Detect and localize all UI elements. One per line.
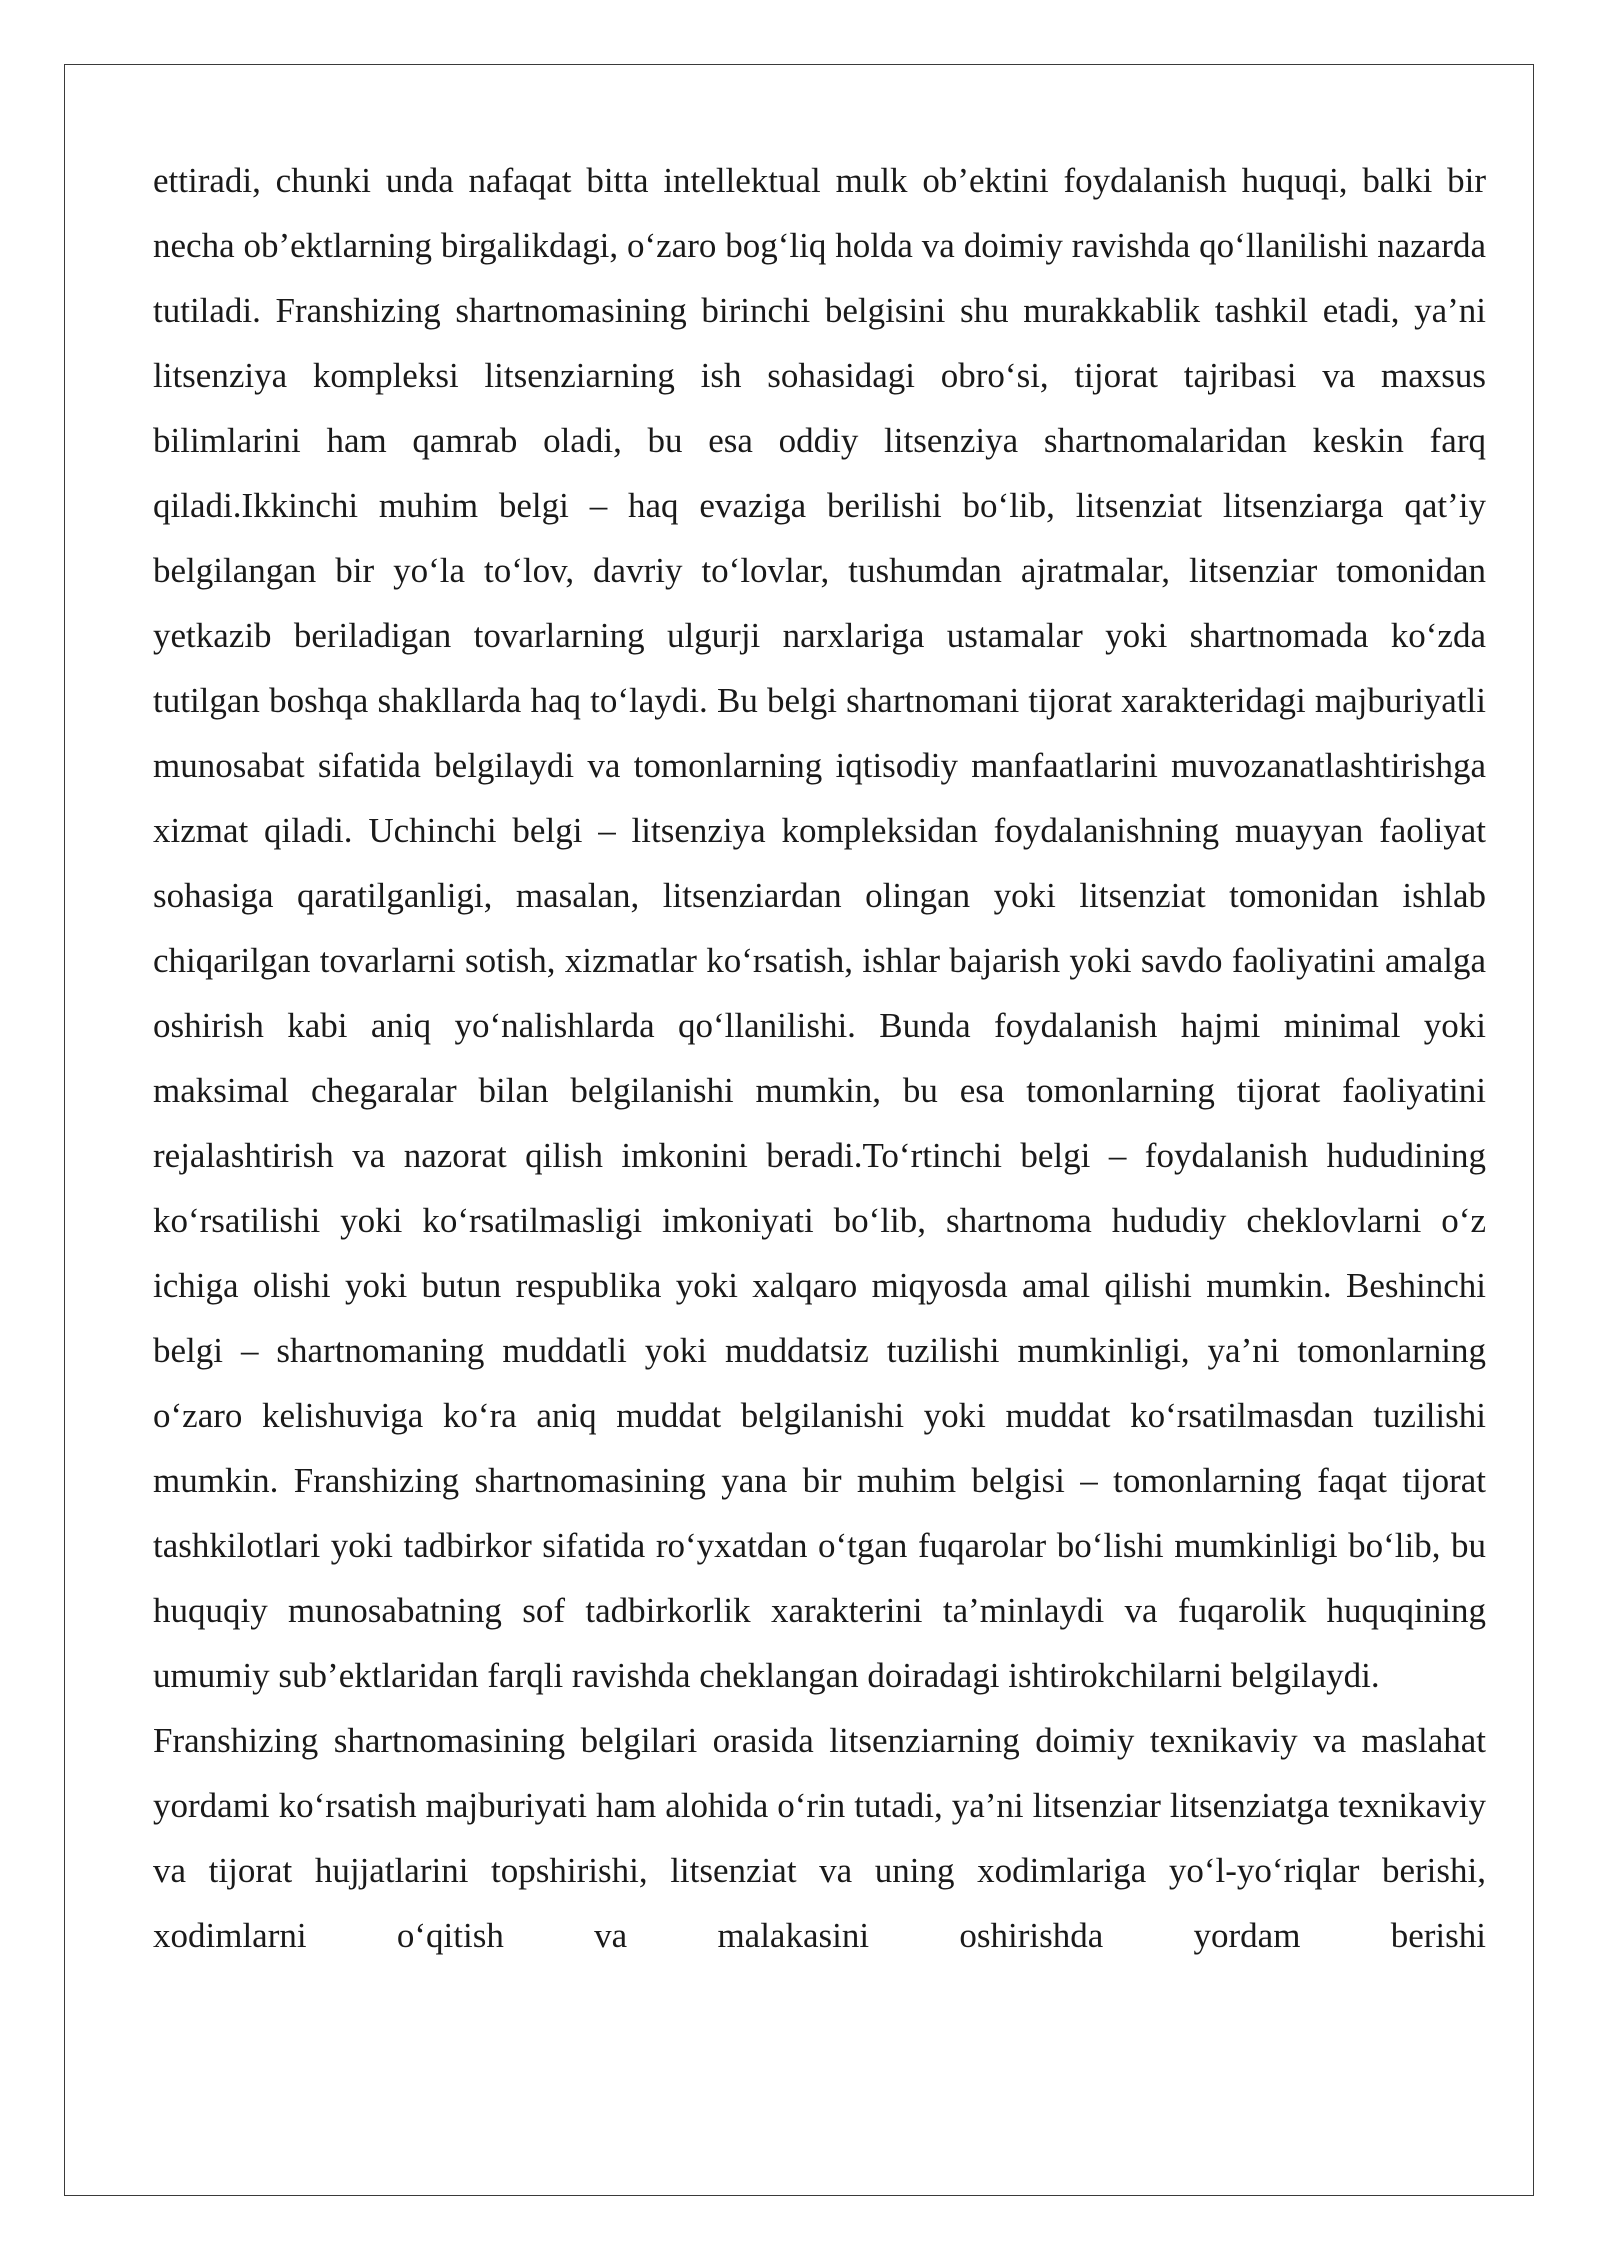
paragraph: Franshizing shartnomasining belgilari orasida litsenziarning doimiy texnikaviy va maslahat yordami ko‘rsatish majburiyati ham alohida o‘rin tutadi, ya’ni litsenziar litsenziatga texnikaviy va tijorat hujjatlarini topshirishi, litsenziat va uning xodimlariga yo‘l-yo‘riqlar berishi, xodimlarni o‘qitish va malakasini oshirishda yordam berishi xyxy=(153,1721,1486,1955)
document-body xyxy=(153,148,1486,1968)
paragraph: ettiradi, chunki unda nafaqat bitta intellektual mulk ob’ektini foydalanish huquqi, balki bir necha ob’ektlarning birgalikdagi, o‘zaro bog‘liq holda va doimiy ravishda qo‘llanilishi nazarda tutiladi. Franshizing shartnomasining birinchi belgisini shu murakkablik tashkil etadi, ya’ni litsenziya kompleksi litsenziarning ish sohasidagi obro‘si, tijorat tajribasi va maxsus bilimlarini ham qamrab oladi, bu esa oddiy litsenziya shartnomalaridan keskin farq qiladi.Ikkinchi muhim belgi – haq evaziga berilishi bo‘lib, litsenziat litsenziarga qat’iy belgilangan bir yo‘la to‘lov, davriy to‘lovlar, tushumdan ajratmalar, litsenziar tomonidan yetkazib beriladigan tovarlarning ulgurji narxlariga ustamalar yoki shartnomada ko‘zda tutilgan boshqa shakllarda haq to‘laydi. Bu belgi shartnomani tijorat xarakteridagi majburiyatli munosabat sifatida belgilaydi va tomonlarning iqtisodiy manfaatlarini muvozanatlashtirishga xizmat qiladi. Uchinchi belgi – litsenziya kompleksidan foydalanishning muayyan faoliyat sohasiga qaratilganligi, masalan, litsenziardan olingan yoki litsenziat tomonidan ishlab chiqarilgan tovarlarni sotish, xizmatlar ko‘rsatish, ishlar bajarish yoki savdo faoliyatini amalga oshirish kabi aniq yo‘nalishlarda qo‘llanilishi. Bunda foydalanish hajmi minimal yoki maksimal chegaralar bilan belgilanishi mumkin, bu esa tomonlarning tijorat faoliyatini rejalashtirish va nazorat qilish imkonini beradi.To‘rtinchi belgi – foydalanish hududining ko‘rsatilishi yoki ko‘rsatilmasligi imkoniyati bo‘lib, shartnoma hududiy cheklovlarni o‘z ichiga olishi yoki butun respublika yoki xalqaro miqyosda amal qilishi mumkin. Beshinchi belgi – shartnomaning muddatli yoki muddatsiz tuzilishi mumkinligi, ya’ni tomonlarning o‘zaro kelishuviga ko‘ra aniq muddat belgilanishi yoki muddat ko‘rsatilmasdan tuzilishi mumkin. Franshizing shartnomasining yana bir muhim belgisi – tomonlarning faqat tijorat tashkilotlari yoki tadbirkor sifatida ro‘yxatdan o‘tgan fuqarolar bo‘lishi mumkinligi bo‘lib, bu huquqiy munosabatning sof tadbirkorlik xarakterini ta’minlaydi va fuqarolik huquqining umumiy sub’ektlaridan farqli ravishda cheklangan doiradagi ishtirokchilarni belgilaydi. xyxy=(153,161,1486,1695)
